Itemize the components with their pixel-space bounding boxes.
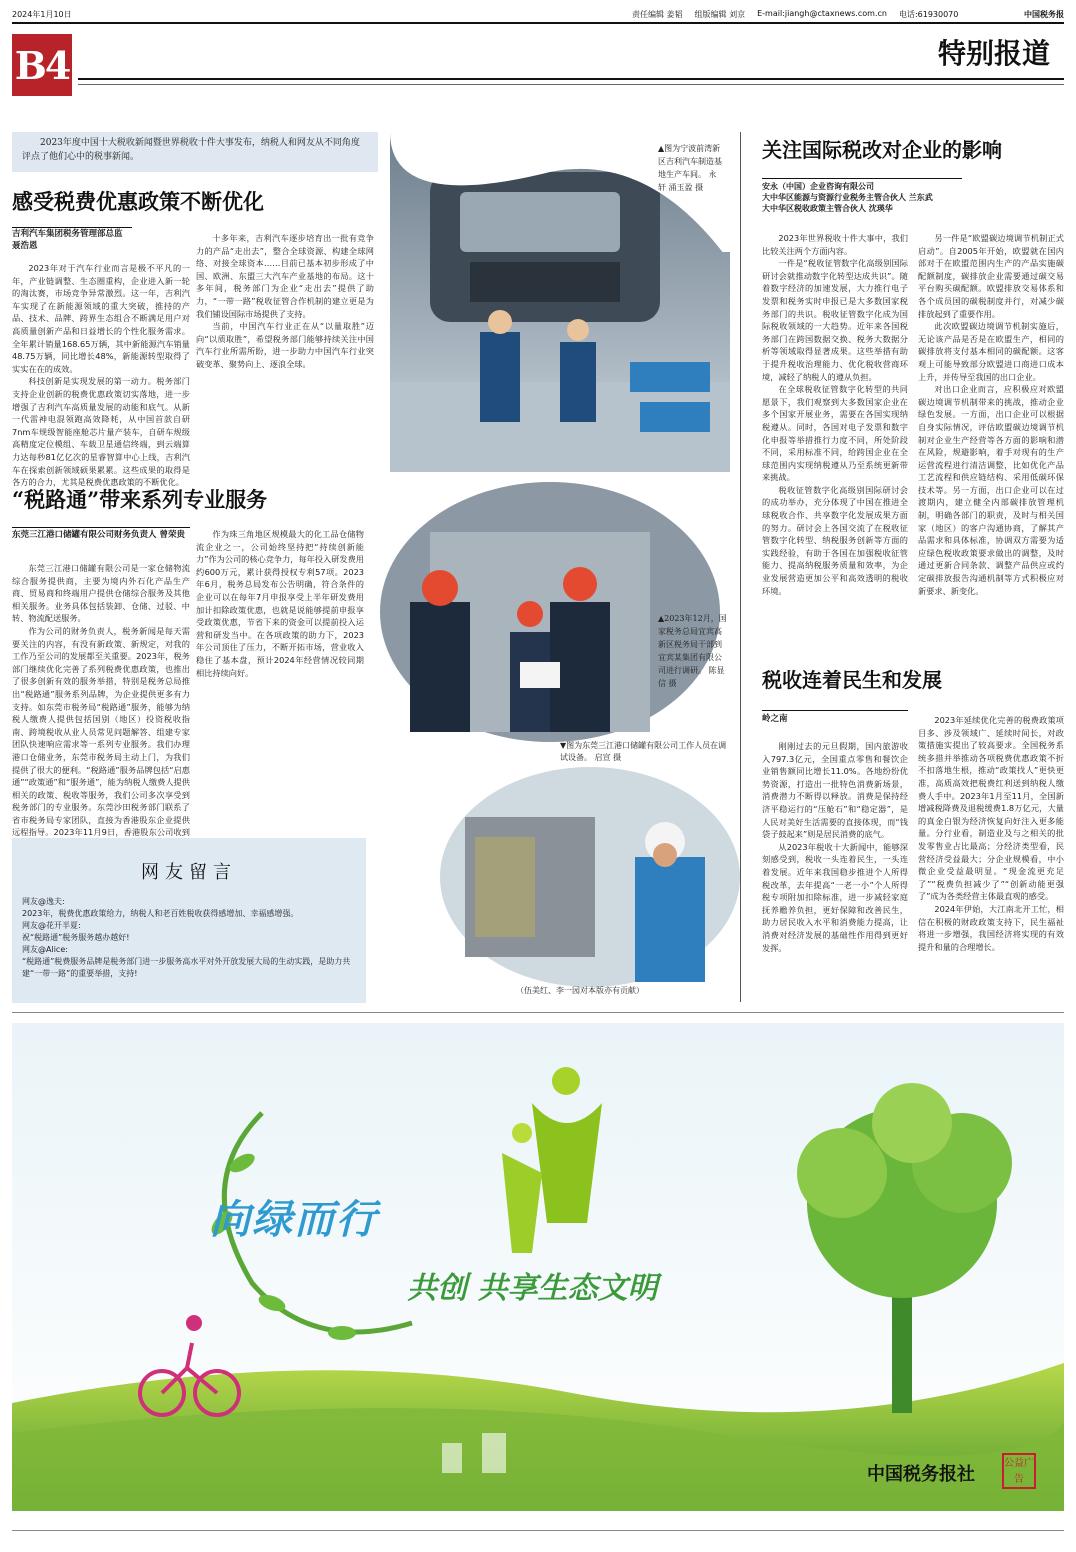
comment-3 — [22, 944, 356, 980]
section-title: 特别报道 — [937, 37, 1050, 70]
author-rule — [12, 527, 190, 528]
ad-subline: 共创 共享生态文明 — [407, 1271, 658, 1306]
article3-para-3: 在全球税收征管数字化转型的共同愿景下，我们观察到大多数国家企业在多个国家开展业务，需要在各国实现纳税遵从。同时，各国对电子发票和数字化申报等举措推行力度不同，所处阶段不同，采用标准不同，给跨国企业在全球范围内实现纳税遵从乃至系统更新带来挑战。 — [762, 384, 908, 483]
issue-date: 2024年1月10日 — [12, 9, 72, 19]
article2-para-3: 作为珠三角地区规模最大的化工品仓储物流企业之一，公司始终坚持把“持续创新能力”作为公司的核心竞争力，每年投入研发费用约600万元，累计获得授权专利57项。2023年6月，税务总局发布公告明确，符合条件的企业可以在每年7月申报享受上半年研发费用加计扣除政策优惠，也就是说能够提前申报享受政策优惠，节省下来的资金可以提前投入运营和研发当中。在各项政策的助力下，2023年公司顶住了压力，不断开拓市场，营业收入稳住了基本盘，预计2024年经营情况较同期相比持续向好。 — [196, 529, 364, 678]
comment-author: 网友@Alice: — [22, 945, 68, 954]
article3-para-7: 对出口企业而言，应积极应对欧盟碳边境调节机制带来的挑战，推动企业绿色发展。一方面，出口企业可以根据自身实际情况，评估欧盟碳边境调节机制对企业生产经营等各方面的影响和潜在风险，规避影响，着手对现有的生产运营流程进行清洁调整，比如优化产品工艺流程和供应链结构、采用低碳环保技术等。另一方面，出口企业可以在过渡期内，建立健全内部碳排放管理机制，明确各部门的职责，及时与相关国家（地区）的客户沟通协商，了解其产品需求和具体标准，协调双方需要为适应绿色税收政策要求做出的调整，及时通过更新合同条款、调整产品供应或约定碳排放报告沟通机制等方式积极应对新要求、新变化。 — [918, 384, 1064, 596]
phone-text: 电话:61930070 — [898, 9, 959, 19]
article1-para-2: 科技创新是实现发展的第一动力。税务部门支持企业创新的税费优惠政策切实落地，进一步增强了吉利汽车高质量发展的动能和底气。从新一代雷神电混领跑高效降耗，从中国首款自研7nm车规级智能座舱芯片量产装车，自研车规级高精度定位模组、车载卫星通信终端，到云端算力达每秒81亿亿次的星睿智算中心上线，吉利汽车在探索创新领域硕果累累。这些成果的取得是各方的合力，尤其是税费优惠政策的不断优化。 — [12, 376, 190, 488]
article2-para-2: 作为公司的财务负责人，税务新闻是每天需要关注的内容，有没有新政策、新规定，对我的工作乃至公司的发展都至关重要。2023年，税务部门继续优化完善了系列税费优惠政策，也推出了很多创新有效的服务举措，特别是税务总局推出“税路通”服务系列品牌，为企业提供更多有力支持。如东莞市税务局“税路通”服务，能够为纳税人缴费人提供包括国别（地区）投资税收指南、跨境税收从业人员常见问题解答、组建专家团队快速响应需求等一系列专业服务。我们办理港口仓储业务，东莞市税务局主动上门，为我们提供了很大的便利。“税路通”服务品牌包括“启惠通”“政策通”和“服务通”，能为纳税人缴费人提供相关的政策、税收等服务，我们公司多次享受到税务部门的专业服务。东莞沙田税务部门联系了省市税务局专家团队，直接为香港股东企业提供远程指导。2023年11月9日，香港股东公司收到 — [12, 625, 190, 838]
article3-para-1: 2023年世界税收十件大事中，我们比较关注两个方面内容。 — [762, 233, 908, 256]
article3-title[interactable]: 关注国际税改对企业的影响 — [762, 138, 1002, 162]
article3-col1 — [762, 232, 908, 640]
comments-title: 网友留言 — [141, 862, 237, 883]
author-rule — [12, 227, 132, 228]
article3-para-2: 一件是“税收征管数字化高级别国际研讨会就推动数字化转型达成共识”。随着数字经济的加速发展，大力推行电子发票和税务实时申报已是大多数国家税务部门的共识。税收征管数字化成为国际税收领域的一大趋势。近年来各国税务部门在跨国数据交换、税务大数据分析等领域取得显著成果。这些举措有助于提升税收治理能力、优化税收营商环境，减轻了纳税人的遵从负担。 — [762, 258, 908, 382]
article4-para-4: 2024年伊始，大江南北开工忙，相信在积极的财政政策支持下，民生福祉将进一步增强，我国经济将实现的有效提升和量的合理增长。 — [918, 903, 1064, 952]
article2-author: 东莞三江港口储罐有限公司财务负责人 曾荣贵 — [12, 530, 185, 540]
public-ad-stamp: 公益广告 — [1002, 1453, 1036, 1489]
article3-author-line: 大中华区能源与资源行业税务主管合伙人 兰东武 — [762, 193, 933, 202]
factory-photo-caption: ▲图为宁波前湾新区吉利汽车制造基地生产车间。 永轩 涌玉盈 摄 — [658, 144, 722, 192]
article2-col2 — [196, 528, 364, 826]
publisher-logo: 中国税务报社 — [867, 1464, 975, 1485]
worker-photo[interactable] — [445, 777, 730, 982]
article1-title[interactable]: 感受税费优惠政策不断优化 — [12, 189, 264, 214]
comment-2 — [22, 920, 356, 944]
article1-col2 — [196, 232, 374, 470]
article3-author-line: 大中华区税收政策主管合伙人 沈瑛华 — [762, 204, 893, 213]
article4-col2 — [918, 714, 1064, 1002]
article3-author-line: 安永（中国）企业咨询有限公司 — [762, 182, 874, 191]
top-rule — [12, 22, 1064, 24]
section-rule — [78, 78, 1064, 80]
bottom-rule — [12, 1530, 1064, 1531]
article4-para-2: 从2023年税收十大新闻中，能够深刻感受到，税收一头连着民生，一头连着发展。近年来我国稳步推进个人所得税改革，去年提高“一老一小”个人所得税专项附加扣除标准，进一步减轻家庭抚养赡养负担，更好保障和改善民生，助力居民收入水平和消费能力提高，让消费对经济发展的基础性作用得到更好发挥。 — [762, 841, 908, 953]
ad-headline: 向绿而行 — [210, 1196, 378, 1243]
page-number-badge: B4 — [12, 34, 72, 96]
newspaper-name: 中国税务报 — [1024, 9, 1064, 19]
public-service-ad[interactable] — [12, 1023, 1064, 1511]
article3-col2 — [918, 232, 1064, 640]
article1-para-1: 2023年对于汽车行业而言是极不平凡的一年，产业链调整、生态圈重构，企业进入新一轮的淘汰赛，市场竞争异常激烈。这一年，吉利汽车实现了在新能源领域的重大突破，推持的产品、技术、品牌、跨界生态组合不断满足用户对高质量创新产品和日益增长的个性化服务需求。全年累计销量168.65万辆，其中新能源汽车销量48.75万辆，同比增长48%，新能源转型取得了实实在在的成效。 — [12, 263, 190, 374]
article3-para-4: 税收征管数字化高级别国际研讨会的成功举办，充分体现了中国在推进全球税收合作、共享数字化发展成果方面的努力。研讨会上各国交流了在税收征管数字化转型、纳税服务创新等方面的实践经验，有助于各国在加强税收征管能力、提高纳税服务质量和效率，为企业发展营造更加公平和高效透明的税收环境。 — [762, 484, 908, 596]
article3-para-5: 另一件是“欧盟碳边境调节机制正式启动”。自2005年开始，欧盟就在国内部对于在欧盟范围内生产的产品实施碳配额制度，碳排放企业需要通过碳交易平台购买碳配额。欧盟排放交易体系和各个成员国的碳税制度并行，对减少碳排放起到了重要作用。 — [918, 233, 1064, 319]
ad-top-rule — [12, 1012, 1064, 1013]
article4-para-3: 2023年延续优化完善的税费政策项目多、涉及领域广、延续时间长，对政策措施实提出了较高要求。全国税务系统多措并举推动各项税费优惠政策不折不扣落地生根，推动“政策找人”更快更准，高质高效把税费红利送到纳税人缴费人手中。2023年1月至11月，全国新增减税降费及退税缓费1.8万亿元，大量的真金白银为经济恢复向好注入更多能量。分行业看，制造业及与之相关的批发零售业占比最高；分经济类型看，民营经济受益最大；分企业规模看，中小微企业受益最明显。“现金流更充足了”“税费负担减少了”“创新动能更强了”成为各类经营主体最直观的感受。 — [918, 715, 1064, 902]
comment-author: 网友@花开半夏: — [22, 921, 81, 930]
article2-title[interactable]: “税路通”带来系列专业服务 — [12, 487, 268, 512]
article4-col1 — [762, 740, 908, 1002]
comment-author: 网友@逸夫: — [22, 897, 65, 906]
comments-box — [12, 838, 366, 1003]
article4-para-1: 刚刚过去的元旦假期，国内旅游收入797.3亿元，全国重点零售和餐饮企业销售额同比增长11.0%。各地纷纷优势资源，打造出一批特色消费新场景，消费潜力不断得以释放。消费是保持经济平稳运行的“压舱石”和“稳定器”，是人民对美好生活需要的直接体现，而“钱袋子鼓起来”则是居民消费的底气。 — [762, 741, 908, 840]
editor-credit: 责任编辑 姜韬 — [632, 9, 683, 19]
column-divider — [740, 132, 741, 1002]
article2-col1 — [12, 562, 190, 838]
masthead-bar — [12, 6, 1064, 22]
article1-author: 吉利汽车集团税务管理部总监 聂浩恩 — [12, 229, 123, 251]
article4-author: 岭之南 — [762, 714, 788, 724]
article2-para-1: 东莞三江港口储罐有限公司是一家仓储物流综合服务提供商，主要为境内外石化产品生产商、贸易商和终端用户提供仓储综合服务及其他相关服务。业务具体包括装卸、仓储、过驳、中转、物流配送服务。 — [12, 563, 190, 624]
author-rule — [762, 710, 908, 711]
factory-photo[interactable] — [390, 132, 730, 472]
author-rule — [762, 178, 962, 179]
comment-text: 2023年，税费优惠政策给力，纳税人和老百姓税收获得感增加、幸福感增强。 — [22, 909, 299, 918]
article1-para-3: 十多年来，吉利汽车逐步培育出一批有竞争力的产品“走出去”，整合全球资源、构建全球网络、对接全球资本……目前已基本初步形成了中国、欧洲、东盟三大汽车产业基地的布局。这十多年间，税务部门为企业“走出去”提供了助力，“一带一路”税收征管合作机制的建立更是为我们铺设国际市场提供了支持。 — [196, 233, 374, 319]
comment-1 — [22, 896, 356, 920]
section-rule-thin — [78, 84, 1064, 85]
photo-credit-note: （伍美红、李一园对本版亦有贡献） — [516, 986, 644, 995]
article3-author — [762, 181, 972, 214]
comment-text: 祝“税路通”税务服务越办越好! — [22, 933, 130, 942]
layout-editor-credit: 组版编辑 刘京 — [694, 9, 746, 19]
article4-title[interactable]: 税收连着民生和发展 — [762, 668, 942, 692]
article1-col1 — [12, 262, 190, 488]
email-text[interactable]: E-mail:jiangh@ctaxnews.com.cn — [757, 8, 887, 18]
comment-text: “税路通”税费服务品牌是税务部门进一步服务高水平对外开放发展大局的生动实践，是助力共建“一带一路”的重要举措，支持! — [22, 957, 351, 978]
intro-box: 2023年度中国十大税收新闻暨世界税收十件大事发布，纳税人和网友从不同角度评点了他们心中的税事新闻。 — [12, 132, 378, 172]
article3-para-6: 此次欧盟碳边境调节机制实施后，无论该产品是否是在欧盟生产，相同的碳排放将支付基本相同的碳配额。这客观上可能导致部分欧盟进口商进口成本上升，并传导至我国的出口企业。 — [918, 321, 1064, 382]
inspection-photo-caption: ▲2023年12月，国家税务总局宜宾高新区税务局干部到宜宾某集团有限公司进行调研。 陈显信 摄 — [658, 614, 727, 688]
inspection-photo[interactable] — [390, 492, 730, 732]
worker-photo-caption: ▼图为东莞三江港口储罐有限公司工作人员在调试设备。 启宣 摄 — [560, 741, 727, 762]
article1-para-4: 当前，中国汽车行业正在从“以量取胜”迈向“以质取胜”，希望税务部门能够持续关注中国汽车行业所需所盼，进一步助力中国汽车行业突破变革、聚势向上、逐浪全球。 — [196, 321, 374, 369]
